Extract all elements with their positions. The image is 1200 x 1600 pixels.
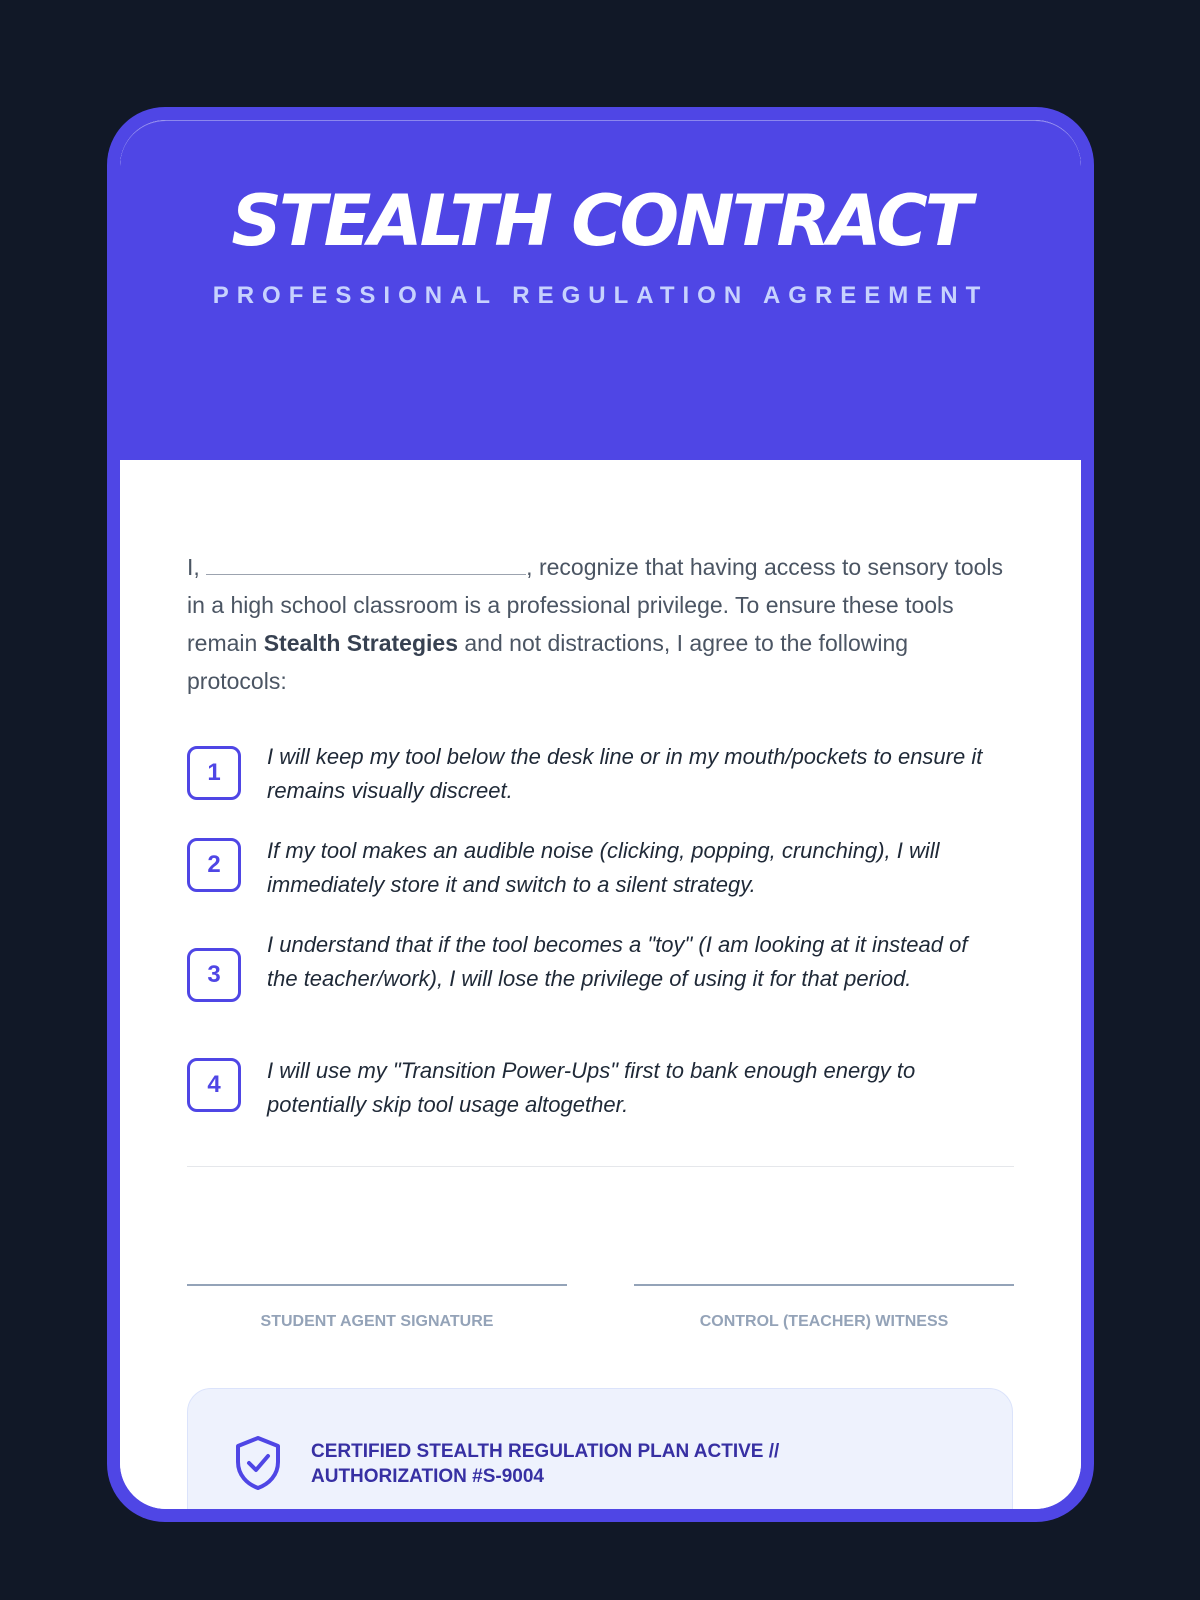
intro-emphasis: Stealth Strategies bbox=[263, 630, 458, 656]
contract-card bbox=[107, 107, 1094, 1522]
rule-number-badge: 3 bbox=[187, 948, 241, 1002]
rule-number-badge: 1 bbox=[187, 746, 241, 800]
rule-number-badge: 2 bbox=[187, 838, 241, 892]
contract-title: STEALTH CONTRACT bbox=[231, 180, 970, 262]
rule-text: I understand that if the tool becomes a "toy" (I am looking at it instead of the teacher/work), I will lose the privilege of using it for that period. bbox=[267, 932, 968, 991]
name-blank-field[interactable] bbox=[206, 554, 526, 575]
rule-text: I will keep my tool below the desk line or in my mouth/pockets to ensure it remains visually discreet. bbox=[267, 744, 983, 803]
contract-subtitle: PROFESSIONAL REGULATION AGREEMENT bbox=[212, 282, 989, 309]
rule-text: I will use my "Transition Power-Ups" first to bank enough energy to potentially skip tool usage altogether. bbox=[267, 1058, 916, 1117]
rule-number-badge: 4 bbox=[187, 1058, 241, 1112]
section-divider bbox=[187, 1166, 1014, 1167]
intro-suffix: and not distractions, I agree to the following protocols: bbox=[187, 630, 909, 694]
contract-card-inner bbox=[120, 120, 1081, 1509]
certification-text bbox=[311, 1439, 911, 1489]
witness-signature-line[interactable] bbox=[634, 1284, 1014, 1286]
intro-after-blank: , recognize that having access to sensory tools in a high school classroom is a professional privilege. To ensure these tools remain bbox=[187, 554, 1004, 656]
student-signature-line[interactable] bbox=[187, 1284, 567, 1286]
certification-line-2: AUTHORIZATION #S-9004 bbox=[311, 1466, 544, 1487]
contract-header bbox=[120, 120, 1081, 461]
shield-check-icon bbox=[234, 1435, 282, 1491]
student-signature-label: STUDENT AGENT SIGNATURE bbox=[260, 1313, 494, 1330]
contract-body bbox=[120, 460, 1081, 1509]
witness-signature-label: CONTROL (TEACHER) WITNESS bbox=[699, 1313, 949, 1330]
rule-text: If my tool makes an audible noise (clicking, popping, crunching), I will immediately store it and switch to a silent strategy. bbox=[267, 838, 940, 897]
certification-notice bbox=[187, 1388, 1013, 1509]
intro-prefix: I, bbox=[187, 554, 200, 580]
certification-line-1: CERTIFIED STEALTH REGULATION PLAN ACTIVE // bbox=[311, 1441, 780, 1462]
intro-paragraph bbox=[187, 548, 1009, 700]
